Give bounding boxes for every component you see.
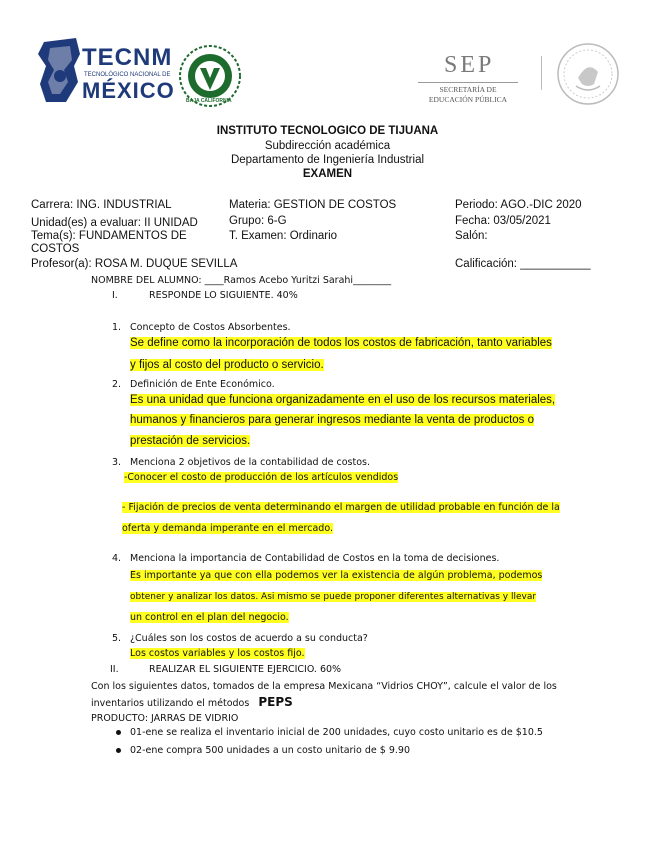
- q2-num: 2.: [112, 379, 122, 390]
- exercise-bullet-1: 01-ene se realiza el inventario inicial de 200 unidades, cuyo costo unitario es de $10.5: [130, 727, 543, 738]
- tecnm-emblem-icon: [36, 36, 82, 106]
- carrera: Carrera: ING. INDUSTRIAL: [31, 199, 172, 211]
- q2-answer-text2: humanos y financieros para generar ingresos mediante la venta de productos o: [130, 414, 535, 426]
- exercise-product: PRODUCTO: JARRAS DE VIDRIO: [91, 713, 239, 724]
- tema-line2: COSTOS: [31, 243, 80, 255]
- sep-line2: EDUCACIÓN PÚBLICA: [428, 95, 508, 104]
- exercise-method: PEPS: [258, 695, 293, 709]
- grupo: Grupo: 6-G: [229, 215, 287, 227]
- q1-answer-line2: [130, 358, 324, 372]
- tema-line1: Tema(s): FUNDAMENTOS DE: [31, 230, 187, 242]
- q4-answer-text2: obtener y analizar los datos. Asi mismo se puede proponer diferentes alternativas y llevar: [130, 592, 537, 602]
- tecnm-subtitle: TECNOLÓGICO NACIONAL DE: [84, 72, 171, 78]
- student-name-line: [91, 274, 391, 287]
- q1-answer-text1: Se define como la incorporación de todos los costos de fabricación, tanto variables: [130, 337, 552, 349]
- tecnm-title: TECNM: [82, 44, 173, 71]
- q2-answer-line3: [130, 434, 250, 448]
- q4-text: Menciona la importancia de Contabilidad de Costos en la toma de decisiones.: [130, 553, 500, 564]
- bullet-2-icon: [116, 748, 121, 753]
- q3-answer-line3: [122, 522, 333, 535]
- unidad: Unidad(es) a evaluar: II UNIDAD: [31, 217, 198, 229]
- profesor: Profesor(a): ROSA M. DUQUE SEVILLA: [31, 258, 238, 270]
- section2-num: II.: [110, 664, 119, 675]
- section1-title: RESPONDE LO SIGUIENTE. 40%: [149, 290, 298, 301]
- q5-answer-text1: Los costos variables y los costos fijo.: [130, 648, 305, 659]
- tecnm-mexico: MÉXICO: [82, 78, 175, 103]
- student-label: NOMBRE DEL ALUMNO:: [91, 275, 205, 286]
- q4-answer-line1: [130, 569, 542, 582]
- sep-title: SEP: [444, 52, 495, 78]
- tecnm-logo: [36, 36, 174, 106]
- q1-num: 1.: [112, 322, 122, 333]
- exercise-line2: inventarios utilizando el métodos: [91, 698, 250, 709]
- mexico-seal: [556, 42, 620, 106]
- vertical-divider: [541, 56, 542, 90]
- q2-answer-line1: [130, 393, 555, 407]
- q2-answer-text3: prestación de servicios.: [130, 435, 251, 447]
- q3-num: 3.: [112, 457, 122, 468]
- sep-logo: [408, 52, 528, 108]
- salon: Salón:: [455, 230, 488, 242]
- q3-answer-text3: oferta y demanda imperante en el mercado.: [122, 523, 333, 534]
- student-blank-post: ________: [353, 275, 392, 286]
- q5-text: ¿Cuáles son los costos de acuerdo a su conducta?: [130, 633, 368, 644]
- exercise-line2-wrap: [91, 696, 293, 710]
- fecha: Fecha: 03/05/2021: [455, 215, 551, 227]
- q5-num: 5.: [112, 633, 122, 644]
- q4-answer-text1: Es importante ya que con ella podemos ver la existencia de algún problema, podemos: [130, 570, 543, 581]
- exam-title: EXAMEN: [302, 168, 353, 180]
- eagle-seal-icon: [556, 42, 620, 106]
- q4-answer-line3: [130, 611, 289, 624]
- q2-answer-text1: Es una unidad que funciona organizadamente en el uso de los recursos materiales,: [130, 394, 556, 406]
- section2-title: REALIZAR EL SIGUIENTE EJERCICIO. 60%: [149, 664, 342, 675]
- sep-divider: [418, 82, 518, 83]
- tipo-examen: T. Examen: Ordinario: [229, 230, 338, 242]
- institute-name: INSTITUTO TECNOLOGICO DE TIJUANA: [216, 125, 439, 137]
- q3-answer-line2: [122, 501, 560, 514]
- subdirection: Subdirección académica: [264, 140, 391, 152]
- q1-text: Concepto de Costos Absorbentes.: [130, 322, 291, 333]
- q4-answer-text3: un control en el plan del negocio.: [130, 612, 289, 623]
- periodo: Periodo: AGO.-DIC 2020: [455, 199, 582, 211]
- q1-answer-line1: [130, 336, 552, 350]
- calificacion: Calificación: ___________: [455, 258, 591, 270]
- q3-answer-text2: - Fijación de precios de venta determinando el margen de utilidad probable en función de la: [122, 502, 560, 513]
- q1-answer-text2: y fijos al costo del producto o servicio.: [130, 359, 324, 371]
- q2-answer-line2: [130, 413, 534, 427]
- itt-ring-text: BAJA CALIFORNIA: [186, 98, 232, 104]
- materia: Materia: GESTION DE COSTOS: [229, 199, 397, 211]
- q4-answer-line2: [130, 590, 536, 604]
- sep-line1: SECRETARÍA DE: [439, 85, 497, 94]
- q2-text: Definición de Ente Económico.: [130, 379, 275, 390]
- student-name: Ramos Acebo Yuritzi Sarahi: [223, 275, 354, 286]
- bullet-1-icon: [116, 730, 121, 735]
- section1-num: I.: [112, 290, 118, 301]
- exercise-bullet-2: 02-ene compra 500 unidades a un costo unitario de $ 9.90: [130, 745, 411, 756]
- q3-answer-text1: -Conocer el costo de producción de los artículos vendidos: [124, 472, 399, 483]
- q4-num: 4.: [112, 553, 122, 564]
- exercise-line1: Con los siguientes datos, tomados de la empresa Mexicana “Vidrios CHOY”, calcule el valor de los: [91, 681, 557, 692]
- student-blank-pre: ____: [204, 275, 224, 286]
- ittijuana-seal: [178, 44, 242, 108]
- department: Departamento de Ingeniería Industrial: [230, 154, 425, 166]
- q5-answer-line1: [130, 647, 305, 660]
- q3-answer-line1: [124, 471, 398, 484]
- q3-text: Menciona 2 objetivos de la contabilidad de costos.: [130, 457, 370, 468]
